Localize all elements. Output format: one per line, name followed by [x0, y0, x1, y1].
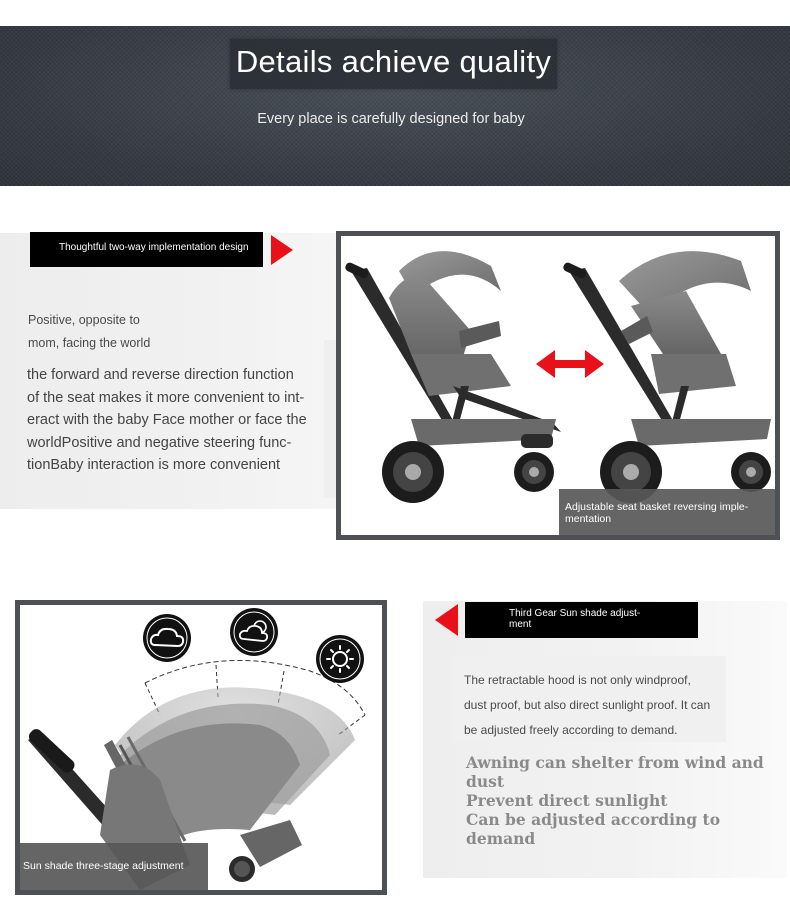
two-way-body-line: tionBaby interaction is more convenient [27, 457, 281, 474]
cloud-icon [143, 614, 191, 662]
two-way-body-text [27, 364, 337, 477]
sun-shade-highlight-line: Can be adjusted according to demand [466, 810, 721, 848]
sun-icon [316, 635, 364, 683]
two-way-short-line: mom, facing the world [28, 336, 151, 350]
two-way-tag: Thoughtful two-way implementation design [30, 232, 263, 267]
sun-shade-highlight-line: Prevent direct sunlight [466, 791, 668, 810]
sun-shade-short-line: The retractable hood is not only windproof, [464, 673, 691, 687]
two-way-body-line: eract with the baby Face mother or face the [27, 412, 307, 429]
sun-shade-short-line: be adjusted freely according to demand. [464, 723, 678, 737]
two-way-short-text [28, 309, 178, 355]
two-way-body-line: of the seat makes it more convenient to int- [27, 389, 305, 406]
sun-shade-photo-caption: Sun shade three-stage adjustment [20, 843, 208, 890]
red-triangle-left-icon [435, 604, 458, 636]
banner-subtitle: Every place is carefully designed for baby [257, 111, 525, 127]
banner-title: Details achieve quality [235, 44, 552, 79]
two-way-body-line: worldPositive and negative steering func- [27, 434, 292, 451]
sun-shade-short-line: dust proof, but also direct sunlight proof. It can [464, 698, 711, 712]
two-way-body-line: the forward and reverse direction function [27, 367, 294, 383]
reversing-photo-caption: Adjustable seat basket reversing imple-mentation [559, 489, 775, 535]
sun-shade-tag: Third Gear Sun shade adjust-ment [465, 602, 698, 638]
partly-sunny-icon [230, 608, 278, 656]
red-triangle-right-icon [271, 235, 293, 265]
red-double-arrow-icon [536, 350, 604, 378]
sun-shade-highlights [466, 753, 786, 848]
sun-shade-highlight-line: Awning can shelter from wind and dust [466, 753, 764, 791]
sun-shade-short-text [464, 668, 726, 743]
stroller-right [562, 251, 771, 503]
two-way-short-line: Positive, opposite to [28, 313, 140, 327]
stroller-left [344, 251, 561, 503]
